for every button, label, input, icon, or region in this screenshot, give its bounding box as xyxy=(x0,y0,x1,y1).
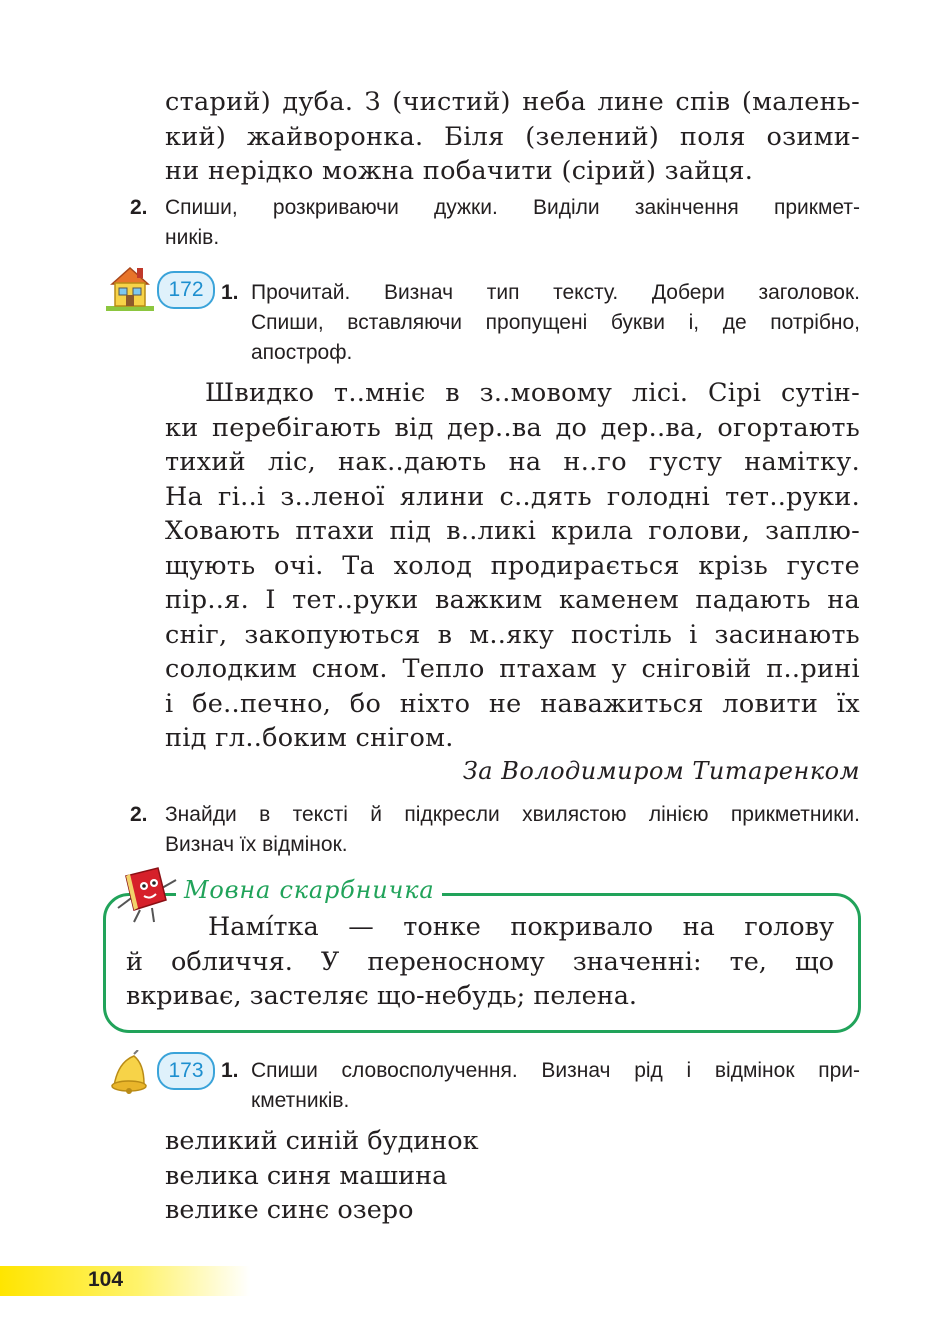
task-text-line: Спиши, вставляючи пропущені букви і, де потрібно, xyxy=(251,311,860,334)
text-line: пір..я. І тет..руки важким каменем падають на xyxy=(165,585,860,615)
exercise-number-badge: 173 xyxy=(157,1052,215,1090)
list-item: велике синє озеро xyxy=(165,1195,414,1225)
list-item: великий синій будинок xyxy=(165,1126,479,1156)
text-line: сніг, закопуються в м..яку постіль і засинають xyxy=(165,619,860,650)
task-text-line: Спиши, розкриваючи дужки. Виділи закінчення прикмет- xyxy=(165,196,860,219)
house-icon xyxy=(104,262,156,312)
text-line: і бе..печно, бо ніхто не наважиться ловити їх xyxy=(165,688,860,719)
exercise-173-task-1 xyxy=(221,1056,860,1116)
task-text-line: Знайди в тексті й підкресли хвилястою лінією прикметники. xyxy=(165,803,860,826)
task-number: 1. xyxy=(221,1059,239,1082)
text-line: кий) жайворонка. Біля (зелений) поля озими- xyxy=(165,121,860,152)
text-line: під гл..боким снігом. xyxy=(165,723,454,753)
footer-bar xyxy=(0,1266,250,1296)
text-line: Швидко т..мніє в з..мовому лісі. Сірі сутін- xyxy=(205,378,860,408)
text-line: Намі́тка — тонке покривало на голову xyxy=(208,912,834,942)
phrase-list xyxy=(165,1124,479,1228)
exercise-172-task-2 xyxy=(130,800,860,860)
exercise-172-task-1 xyxy=(221,278,860,368)
text-line: солодким сном. Тепло птахам у сніговій п..рині xyxy=(165,654,860,684)
text-line: тихий ліс, нак..дають на н..го густу намітку. xyxy=(165,447,860,477)
task-number: 2. xyxy=(130,803,148,826)
text-line: старий) дуба. З (чистий) неба лине спів (малень- xyxy=(165,87,860,117)
prev-task-2 xyxy=(130,193,860,253)
task-number: 1. xyxy=(221,281,239,304)
text-line: На гі..і з..леної ялини с..дять голодні тет..руки. xyxy=(165,481,860,512)
bell-icon xyxy=(104,1050,152,1094)
task-text-line: ників. xyxy=(165,226,220,249)
text-line: ки перебігають від дер..ва до дер..ва, огортають xyxy=(165,412,860,443)
list-item: велика синя машина xyxy=(165,1160,448,1191)
text-line: ни нерідко можна побачити (сірий) зайця. xyxy=(165,156,754,186)
exercise-172-text xyxy=(165,376,860,756)
exercise-number-badge: 172 xyxy=(157,271,215,309)
text-line: вкриває, застеляє що-небудь; пелена. xyxy=(126,981,638,1011)
task-text-line: Спиши словосполучення. Визнач рід і відмінок при- xyxy=(251,1059,860,1082)
task-text-line: Прочитай. Визнач тип тексту. Добери заголовок. xyxy=(251,281,860,304)
task-text-line: апостроф. xyxy=(251,341,353,364)
text-author: За Володимиром Титаренком xyxy=(462,757,860,785)
page-number: 104 xyxy=(88,1268,124,1291)
task-text-line: кметників. xyxy=(251,1089,350,1112)
text-line: Ховають птахи під в..ликі крила голови, заплю- xyxy=(165,516,860,546)
continued-text xyxy=(165,85,860,189)
task-text-line: Визнач їх відмінок. xyxy=(165,833,348,856)
text-line: щують очі. Та холод продирається крізь густе xyxy=(165,550,860,581)
vocabulary-box-text xyxy=(126,910,834,1014)
vocabulary-box-title: Мовна скарбничка xyxy=(176,876,442,904)
text-line: й обличчя. У переносному значенні: те, що xyxy=(126,946,834,977)
task-number: 2. xyxy=(130,196,148,219)
